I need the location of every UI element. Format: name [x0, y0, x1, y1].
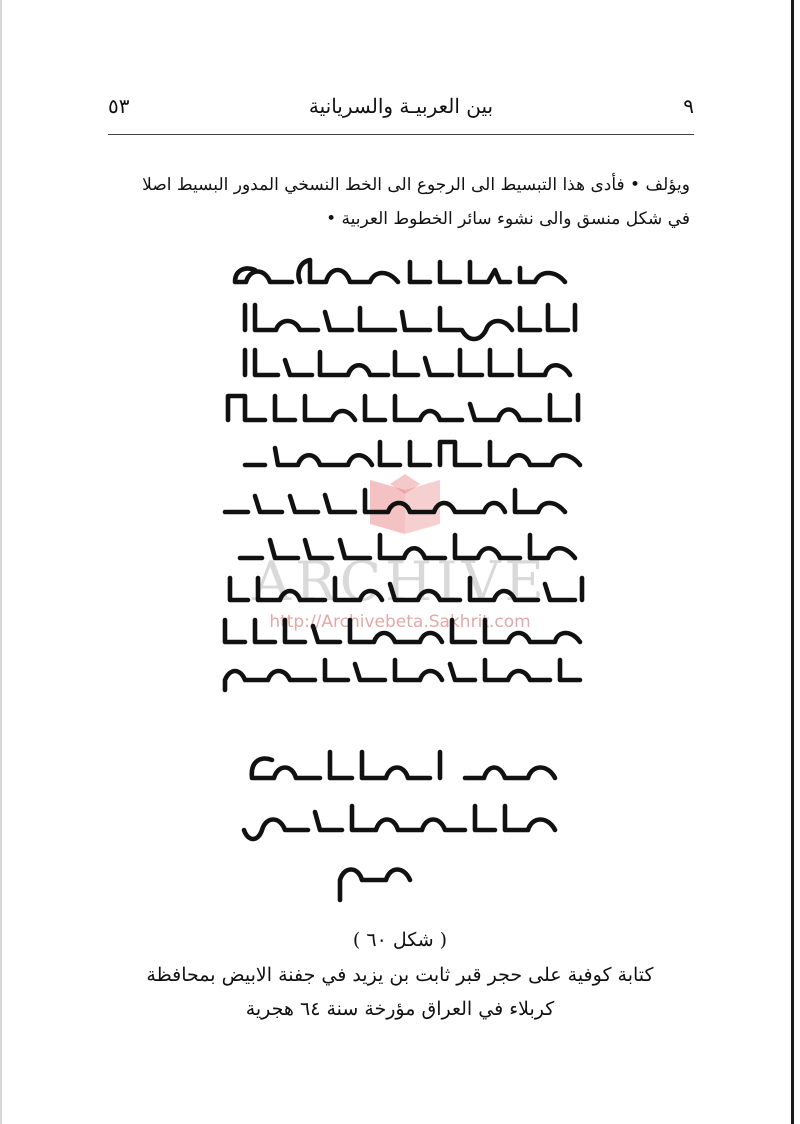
watermark-archive: ARCHIVE	[252, 550, 548, 613]
intro-line-2: في شكل منسق والى نشوء سائر الخطوط العربية •	[326, 209, 690, 229]
page-number-right: ٩	[683, 94, 694, 118]
inscription-upper-block	[225, 260, 582, 690]
figure-label: ( شكل ٦٠ )	[352, 929, 448, 951]
figure-caption-line-2: كربلاء في العراق مؤرخة سنة ٦٤ هجرية	[245, 998, 555, 1020]
figure-caption-line-1: كتابة كوفية على حجر قبر ثابت بن يزيد في جفنة الابيض بمحافظة	[146, 964, 654, 986]
inscription-lower-block	[244, 752, 555, 900]
running-title: بين العربيـة والسريانية	[308, 94, 494, 118]
intro-line-1: ويؤلف • فأدى هذا التبسيط الى الرجوع الى الخط النسخي المدور البسيط اصلا	[142, 175, 690, 195]
watermark-url: http://Archivebeta.Sakhrit.com	[269, 612, 531, 632]
page-number-left: ٥٣	[108, 94, 130, 118]
